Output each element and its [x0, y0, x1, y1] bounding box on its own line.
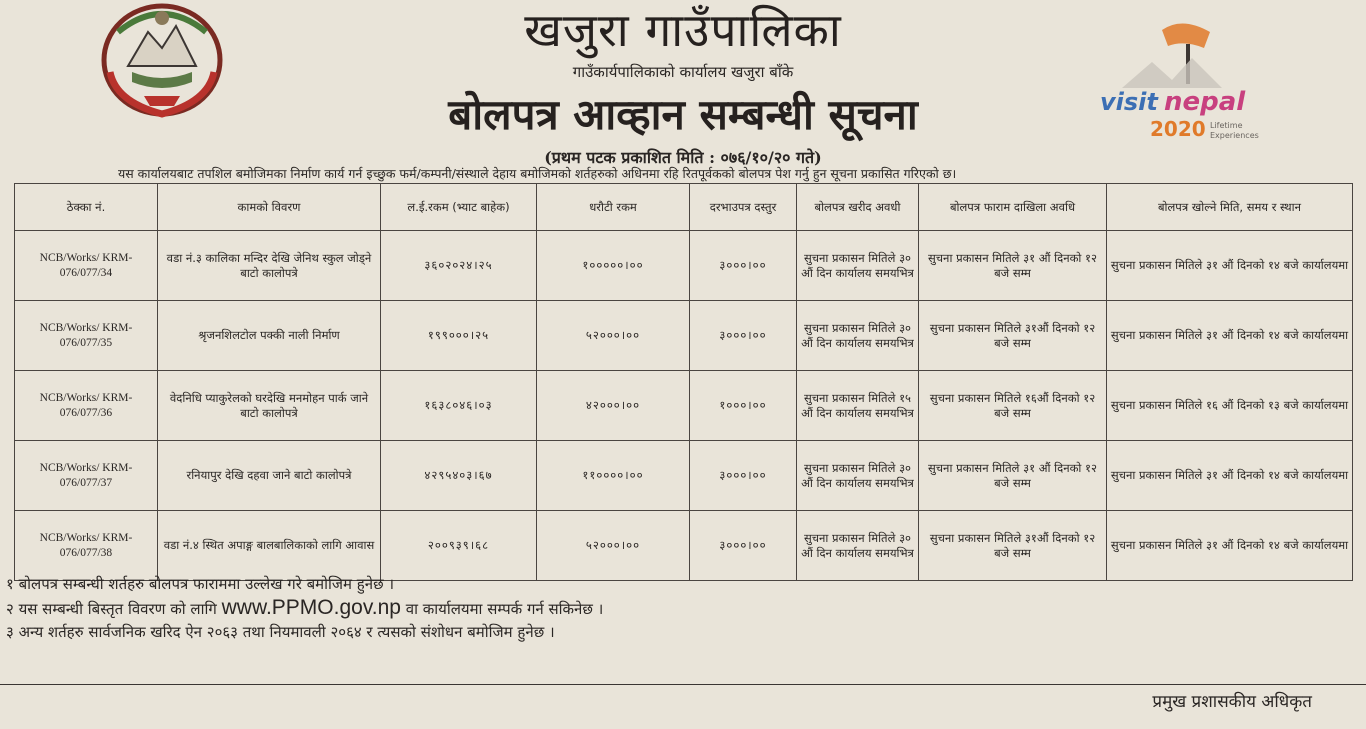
table-header-row [15, 184, 1353, 231]
header-cell: ठेक्का नं. [15, 184, 158, 231]
table-row [15, 441, 1353, 511]
header-cell: ल.ई.रकम (भ्याट बाहेक) [381, 184, 537, 231]
tender-table [14, 183, 1353, 581]
bid-security: ५२०००।०० [537, 511, 690, 581]
contract-number: NCB/Works/ KRM- 076/077/36 [15, 371, 158, 441]
bid-security: ११००००।०० [537, 441, 690, 511]
purchase-period: सुचना प्रकासन मितिले ३० औं दिन कार्यालय समयभित्र [797, 301, 919, 371]
header-cell: बोलपत्र खोल्ने मिति, समय र स्थान [1107, 184, 1353, 231]
opening-details: सुचना प्रकासन मितिले ३१ औं दिनको १४ बजे कार्यालयमा [1107, 231, 1353, 301]
condition-2-text: २ यस सम्बन्धी बिस्तृत विवरण को लागि [6, 600, 217, 618]
submission-period: सुचना प्रकासन मितिले ३१ औं दिनको १२ बजे सम्म [919, 441, 1107, 511]
header-cell: दरभाउपत्र दस्तुर [690, 184, 797, 231]
bid-security: ४२०००।०० [537, 371, 690, 441]
condition-2 [6, 596, 603, 621]
contract-number: NCB/Works/ KRM- 076/077/37 [15, 441, 158, 511]
work-description: श्रृजनशिलटोल पक्की नाली निर्माण [158, 301, 381, 371]
bid-security: ५२०००।०० [537, 301, 690, 371]
opening-details: सुचना प्रकासन मितिले ३१ औं दिनको १४ बजे कार्यालयमा [1107, 511, 1353, 581]
visit-year: 2020 [1150, 117, 1206, 141]
submission-period: सुचना प्रकासन मितिले ३१औं दिनको १२ बजे सम्म [919, 511, 1107, 581]
work-description: रनियापुर देखि दहवा जाने बाटो कालोपत्रे [158, 441, 381, 511]
visit-text: visit [1100, 88, 1158, 116]
bid-fee: १०००।०० [690, 371, 797, 441]
visit-nepal-logo [1092, 18, 1272, 158]
submission-period: सुचना प्रकासन मितिले ३१औं दिनको १२ बजे सम्म [919, 301, 1107, 371]
bid-fee: ३०००।०० [690, 511, 797, 581]
intro-text: यस कार्यालयबाट तपशिल बमोजिमका निर्माण कार्य गर्न इच्छुक फर्म/कम्पनी/संस्थाले देहाय बमोजिमको शर्तहरुको अधिनमा रहि रितपूर्वकको बोलपत्र पेश गर्नु हुन सूचना प्रकासित गरिएको छ। [118, 166, 957, 181]
opening-details: सुचना प्रकासन मितिले ३१ औं दिनको १४ बजे कार्यालयमा [1107, 301, 1353, 371]
condition-2-suffix: वा कार्यालयमा सम्पर्क गर्न सकिनेछ । [405, 600, 604, 618]
contract-number: NCB/Works/ KRM- 076/077/34 [15, 231, 158, 301]
submission-period: सुचना प्रकासन मितिले ३१ औं दिनको १२ बजे सम्म [919, 231, 1107, 301]
table-row [15, 231, 1353, 301]
header-cell: बोलपत्र फाराम दाखिला अवधि [919, 184, 1107, 231]
purchase-period: सुचना प्रकासन मितिले ३० औं दिन कार्यालय समयभित्र [797, 511, 919, 581]
bid-fee: ३०००।०० [690, 231, 797, 301]
bid-fee: ३०००।०० [690, 441, 797, 511]
header-cell: बोलपत्र खरीद अवधी [797, 184, 919, 231]
ppmo-website-link[interactable]: www.PPMO.gov.np [221, 596, 401, 619]
purchase-period: सुचना प्रकासन मितिले १५ औं दिन कार्यालय समयभित्र [797, 371, 919, 441]
municipality-title: खजुरा गाउँपालिका [524, 3, 842, 57]
submission-period: सुचना प्रकासन मितिले १६औं दिनको १२ बजे सम्म [919, 371, 1107, 441]
header-cell: धरौटी रकम [537, 184, 690, 231]
notice-title: बोलपत्र आव्हान सम्बन्धी सूचना [448, 90, 918, 139]
bottom-divider [0, 684, 1366, 685]
purchase-period: सुचना प्रकासन मितिले ३० औं दिन कार्यालय समयभित्र [797, 441, 919, 511]
purchase-period: सुचना प्रकासन मितिले ३० औं दिन कार्यालय समयभित्र [797, 231, 919, 301]
contract-number: NCB/Works/ KRM- 076/077/35 [15, 301, 158, 371]
bid-fee: ३०००।०० [690, 301, 797, 371]
first-publication-date: (प्रथम पटक प्रकाशित मिति : ०७६/१०/२० गते) [544, 148, 822, 167]
cost-estimate: १६३८०४६।०३ [381, 371, 537, 441]
office-subtitle: गाउँकार्यपालिकाको कार्यालय खजुरा बाँके [572, 63, 794, 81]
header-cell: कामको विवरण [158, 184, 381, 231]
table-row [15, 371, 1353, 441]
table-row [15, 301, 1353, 371]
opening-details: सुचना प्रकासन मितिले १६ औं दिनको १३ बजे कार्यालयमा [1107, 371, 1353, 441]
opening-details: सुचना प्रकासन मितिले ३१ औं दिनको १४ बजे कार्यालयमा [1107, 441, 1353, 511]
cost-estimate: १९९०००।२५ [381, 301, 537, 371]
table-row [15, 511, 1353, 581]
bid-security: १०००००।०० [537, 231, 690, 301]
nepal-text: nepal [1164, 87, 1246, 117]
cost-estimate: २००९३९।६८ [381, 511, 537, 581]
condition-1: १ बोलपत्र सम्बन्धी शर्तहरु बोलपत्र फाराममा उल्लेख गरे बमोजिम हुनेछ । [6, 575, 395, 593]
work-description: वेदनिधि प्याकुरेलको घरदेखि मनमोहन पार्क जाने बाटो कालोपत्रे [158, 371, 381, 441]
condition-3: ३ अन्य शर्तहरु सार्वजनिक खरिद ऐन २०६३ तथा नियमावली २०६४ र त्यसको संशोधन बमोजिम हुनेछ । [6, 623, 555, 641]
cost-estimate: ३६०२०२४।२५ [381, 231, 537, 301]
signatory-title: प्रमुख प्रशासकीय अधिकृत [1152, 692, 1312, 712]
cost-estimate: ४२९५४०३।६७ [381, 441, 537, 511]
work-description: वडा नं.४ स्थित अपाङ्ग बालबालिकाको लागि आवास [158, 511, 381, 581]
visit-tagline-2: Experiences [1210, 131, 1259, 140]
visit-tagline-1: Lifetime [1210, 121, 1243, 130]
work-description: वडा नं.३ कालिका मन्दिर देखि जेनिथ स्कुल जोड्ने बाटो कालोपत्रे [158, 231, 381, 301]
contract-number: NCB/Works/ KRM- 076/077/38 [15, 511, 158, 581]
